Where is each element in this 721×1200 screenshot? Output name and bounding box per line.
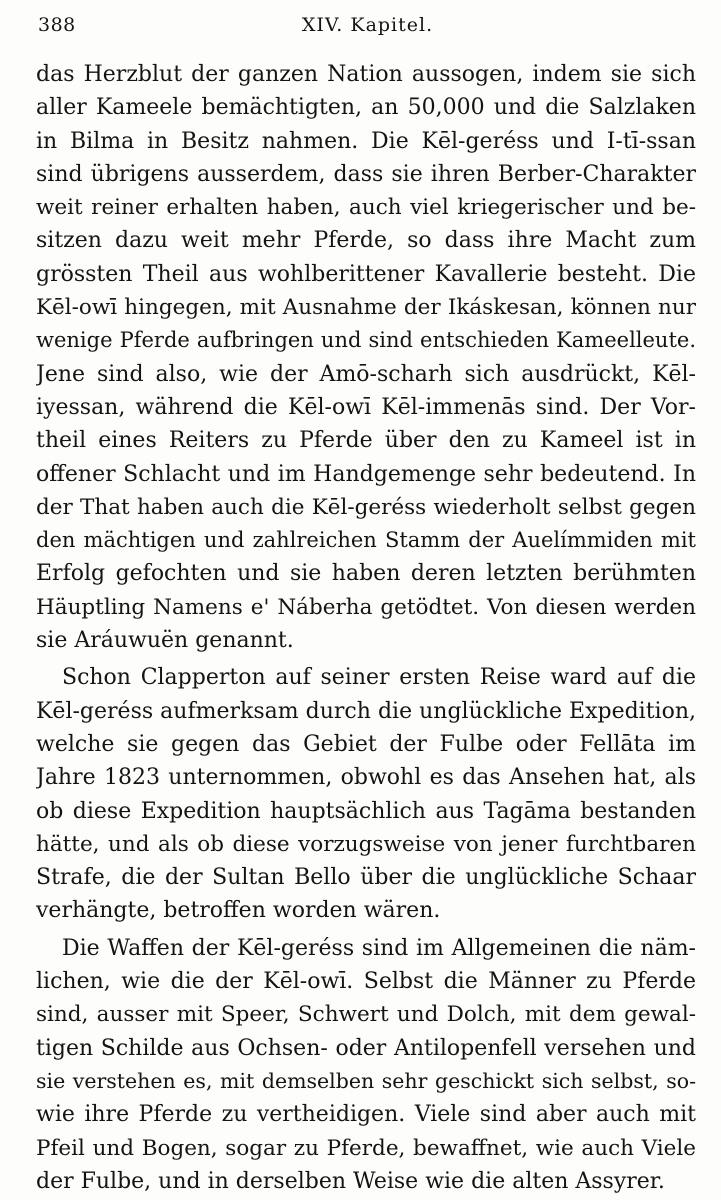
text-line: ob diese Expedition hauptsächlich aus Tagāma bestanden [36, 798, 696, 824]
text-line: hätte, und als ob diese vorzugsweise von jener furchtbaren [36, 831, 696, 857]
text-line: offener Schlacht und im Handgemenge sehr bedeutend. In [36, 461, 696, 487]
page-header [38, 14, 697, 44]
text-line: Kēl-owī hingegen, mit Ausnahme der Ikáskesan, können nur [36, 295, 696, 321]
text-line: Strafe, die der Sultan Bello über die unglückliche Schaar [36, 865, 696, 891]
text-line: tigen Schilde aus Ochsen- oder Antilopenfell versehen und [36, 1035, 696, 1061]
text-line: iyessan, während die Kēl-owī Kēl-immenās sind. Der Vor- [36, 394, 696, 420]
text-line: Kēl-geréss aufmerksam durch die unglückliche Expedition, [36, 698, 696, 724]
text-line: welche sie gegen das Gebiet der Fulbe oder Fellāta im [36, 731, 696, 757]
page-number: 388 [38, 14, 76, 36]
text-line: Jene sind also, wie der Amō-scharh sich ausdrückt, Kēl- [36, 361, 696, 387]
text-line: verhängte, betroffen worden wären. [36, 898, 441, 924]
text-line: theil eines Reiters zu Pferde über den zu Kameel ist in [36, 428, 696, 454]
text-line: grössten Theil aus wohlberittener Kavallerie besteht. Die [36, 261, 696, 287]
text-line: Schon Clapperton auf seiner ersten Reise ward auf die [62, 665, 696, 691]
text-line: aller Kameele bemächtigten, an 50,000 und die Salzlaken [36, 95, 696, 121]
text-line: Pfeil und Bogen, sogar zu Pferde, bewaffnet, wie auch Viele [36, 1135, 696, 1161]
body-text [36, 58, 696, 1198]
text-line: sind übrigens ausserdem, dass sie ihren Berber-Charakter [36, 161, 696, 187]
text-line: sie Aráuwuën genannt. [36, 628, 294, 654]
text-line: der Fulbe, und in derselben Weise wie die alten Assyrer. [36, 1168, 665, 1194]
paragraph-1 [36, 58, 696, 657]
text-line: lichen, wie die der Kēl-owī. Selbst die Männer zu Pferde [36, 969, 696, 995]
paragraph-2 [36, 661, 696, 927]
paragraph-3 [36, 932, 696, 1198]
text-line: das Herzblut der ganzen Nation aussogen, indem sie sich [36, 62, 696, 87]
text-line: weit reiner erhalten haben, auch viel kriegerischer und be- [36, 195, 696, 221]
text-line: Jahre 1823 unternommen, obwohl es das Ansehen hat, als [36, 765, 696, 791]
text-line: wie ihre Pferde zu vertheidigen. Viele sind aber auch mit [36, 1102, 696, 1128]
text-line: Häuptling Namens e' Náberha getödtet. Von diesen werden [36, 594, 696, 620]
text-line: Die Waffen der Kēl-geréss sind im Allgemeinen die näm- [62, 935, 696, 961]
running-head: XIV. Kapitel. [301, 14, 434, 36]
text-line: den mächtigen und zahlreichen Stamm der Auelímmiden mit [36, 528, 696, 553]
text-line: in Bilma in Besitz nahmen. Die Kēl-geréss und I-tī-ssan [36, 128, 696, 154]
text-line: der That haben auch die Kēl-geréss wiederholt selbst gegen [36, 494, 696, 520]
text-line: sitzen dazu weit mehr Pferde, so dass ihre Macht zum [36, 228, 696, 254]
text-line: Erfolg gefochten und sie haben deren letzten berühmten [36, 561, 696, 587]
text-line: wenige Pferde aufbringen und sind entschieden Kameelleute. [36, 328, 696, 353]
text-line: sind, ausser mit Speer, Schwert und Dolch, mit dem gewal- [36, 1002, 696, 1028]
text-line: sie verstehen es, mit demselben sehr geschickt sich selbst, so- [36, 1068, 696, 1093]
